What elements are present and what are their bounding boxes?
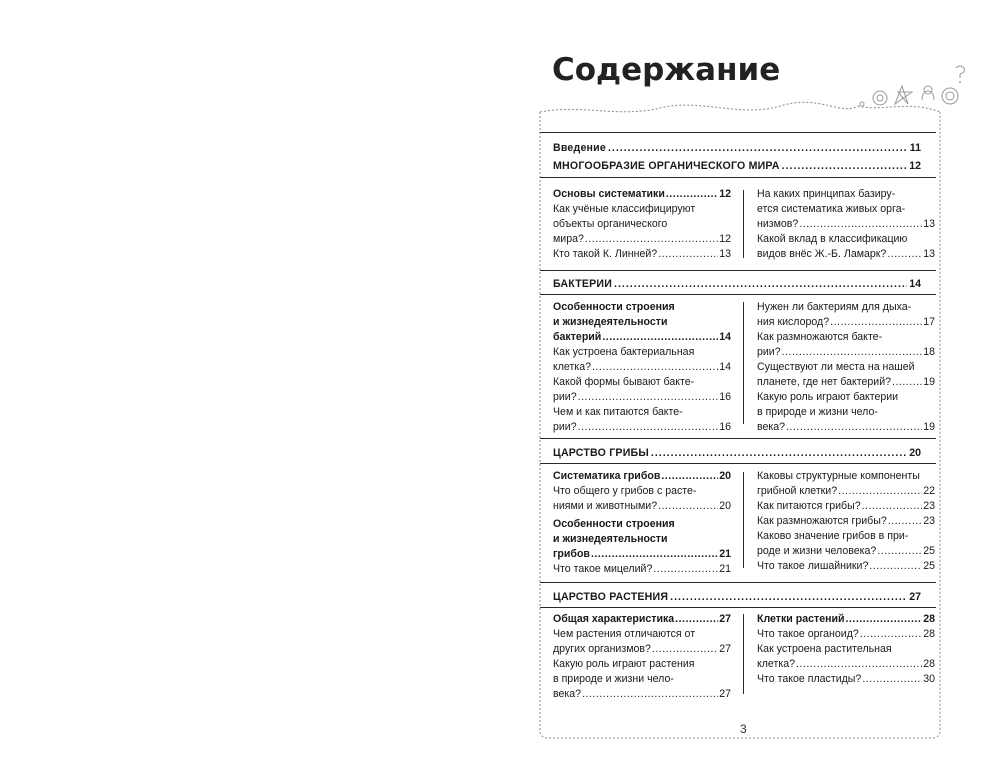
toc-entry[interactable]: Основы систематики ..... 12 <box>553 187 731 202</box>
column-separator <box>743 472 744 568</box>
toc-entry[interactable]: Какой формы бывают бакте- рии? ..... 16 <box>553 375 731 405</box>
leader-dots <box>651 447 907 459</box>
toc-entry[interactable]: Что такое лишайники? ..... 25 <box>757 559 935 574</box>
block-3-left <box>553 469 731 577</box>
toc-section-fungi[interactable] <box>553 447 921 459</box>
toc-entry[interactable]: Какую роль играют растения в природе и жизни чело- века? ..... 27 <box>553 657 731 702</box>
toc-entry[interactable]: Кто такой К. Линней? ..... 13 <box>553 247 731 262</box>
column-separator <box>743 302 744 424</box>
divider <box>540 132 936 133</box>
toc-entry[interactable]: Что такое мицелий? ..... 21 <box>553 562 731 577</box>
divider <box>540 438 936 439</box>
toc-entry[interactable]: Что такое пластиды? ..... 30 <box>757 672 935 687</box>
page-number: 3 <box>740 722 747 736</box>
section-page: 20 <box>909 447 921 459</box>
toc-entry[interactable]: Чем и как питаются бакте- рии? ..... 16 <box>553 405 731 435</box>
leader-dots <box>608 142 908 154</box>
leader-dots <box>782 160 908 172</box>
page-title: Содержание <box>552 52 781 88</box>
section-title: МНОГООБРАЗИЕ ОРГАНИЧЕСКОГО МИРА <box>553 160 780 172</box>
block-1-right <box>757 187 935 262</box>
block-4-left <box>553 612 731 702</box>
block-2-left <box>553 300 731 435</box>
toc-entry[interactable]: Общая характеристика ..... 27 <box>553 612 731 627</box>
divider <box>540 463 936 464</box>
section-page: 14 <box>909 278 921 290</box>
toc-entry[interactable]: Как устроена растительная клетка? ..... 28 <box>757 642 935 672</box>
leader-dots <box>670 591 907 603</box>
toc-entry[interactable]: Систематика грибов ..... 20 <box>553 469 731 484</box>
toc-entry[interactable]: Что общего у грибов с расте- ниями и животными? ..... 20 <box>553 484 731 514</box>
toc-section-bacteria[interactable] <box>553 278 921 290</box>
toc-entry[interactable]: Чем растения отличаются от других организмов? ..... 27 <box>553 627 731 657</box>
divider <box>540 607 936 608</box>
toc-entry[interactable]: Как размножаются бакте- рии? ..... 18 <box>757 330 935 360</box>
leader-dots <box>614 278 907 290</box>
toc-entry[interactable]: Как размножаются грибы? ..... 23 <box>757 514 935 529</box>
toc-entry[interactable]: Каковы структурные компоненты грибной клетки? ..... 22 <box>757 469 935 499</box>
section-title: ЦАРСТВО ГРИБЫ <box>553 447 649 459</box>
toc-entry[interactable]: Особенности строения и жизнедеятельности бактерий ..... 14 <box>553 300 731 345</box>
toc-section-diversity[interactable] <box>553 160 921 172</box>
section-page: 11 <box>909 142 921 154</box>
toc-entry[interactable]: Какую роль играют бактерии в природе и жизни чело- века? ..... 19 <box>757 390 935 435</box>
block-4-right <box>757 612 935 687</box>
divider <box>540 177 936 178</box>
section-page: 12 <box>909 160 921 172</box>
divider <box>540 270 936 271</box>
toc-entry[interactable]: Как устроена бактериальная клетка? ..... 14 <box>553 345 731 375</box>
toc-entry[interactable]: Что такое органоид? ..... 28 <box>757 627 935 642</box>
section-title: БАКТЕРИИ <box>553 278 613 290</box>
toc-entry[interactable]: Каково значение грибов в при- роде и жизни человека? ..... 25 <box>757 529 935 559</box>
column-separator <box>743 190 744 258</box>
toc-entry[interactable]: Какой вклад в классификацию видов внёс Ж.-Б. Ламарк? ..... 13 <box>757 232 935 262</box>
toc-entry[interactable]: Существуют ли места на нашей планете, где нет бактерий? ..... 19 <box>757 360 935 390</box>
block-1-left <box>553 187 731 262</box>
toc-entry[interactable]: Клетки растений ..... 28 <box>757 612 935 627</box>
toc-section-intro[interactable] <box>553 142 921 154</box>
section-title: Введение <box>553 142 606 154</box>
decorative-doodles-icon <box>850 60 970 110</box>
divider <box>540 294 936 295</box>
block-3-right <box>757 469 935 574</box>
toc-section-plants[interactable] <box>553 591 921 603</box>
block-2-right <box>757 300 935 435</box>
section-title: ЦАРСТВО РАСТЕНИЯ <box>553 591 669 603</box>
toc-entry[interactable]: На каких принципах базиру- ется систематика живых орга- низмов? ..... 13 <box>757 187 935 232</box>
toc-entry[interactable]: Особенности строения и жизнедеятельности грибов ..... 21 <box>553 517 731 562</box>
toc-entry[interactable]: Как учёные классифицируют объекты органического мира? ..... 12 <box>553 202 731 247</box>
column-separator <box>743 614 744 694</box>
toc-entry[interactable]: Нужен ли бактериям для дыха- ния кислород? ..... 17 <box>757 300 935 330</box>
divider <box>540 582 936 583</box>
toc-entry[interactable]: Как питаются грибы? ..... 23 <box>757 499 935 514</box>
section-page: 27 <box>909 591 921 603</box>
